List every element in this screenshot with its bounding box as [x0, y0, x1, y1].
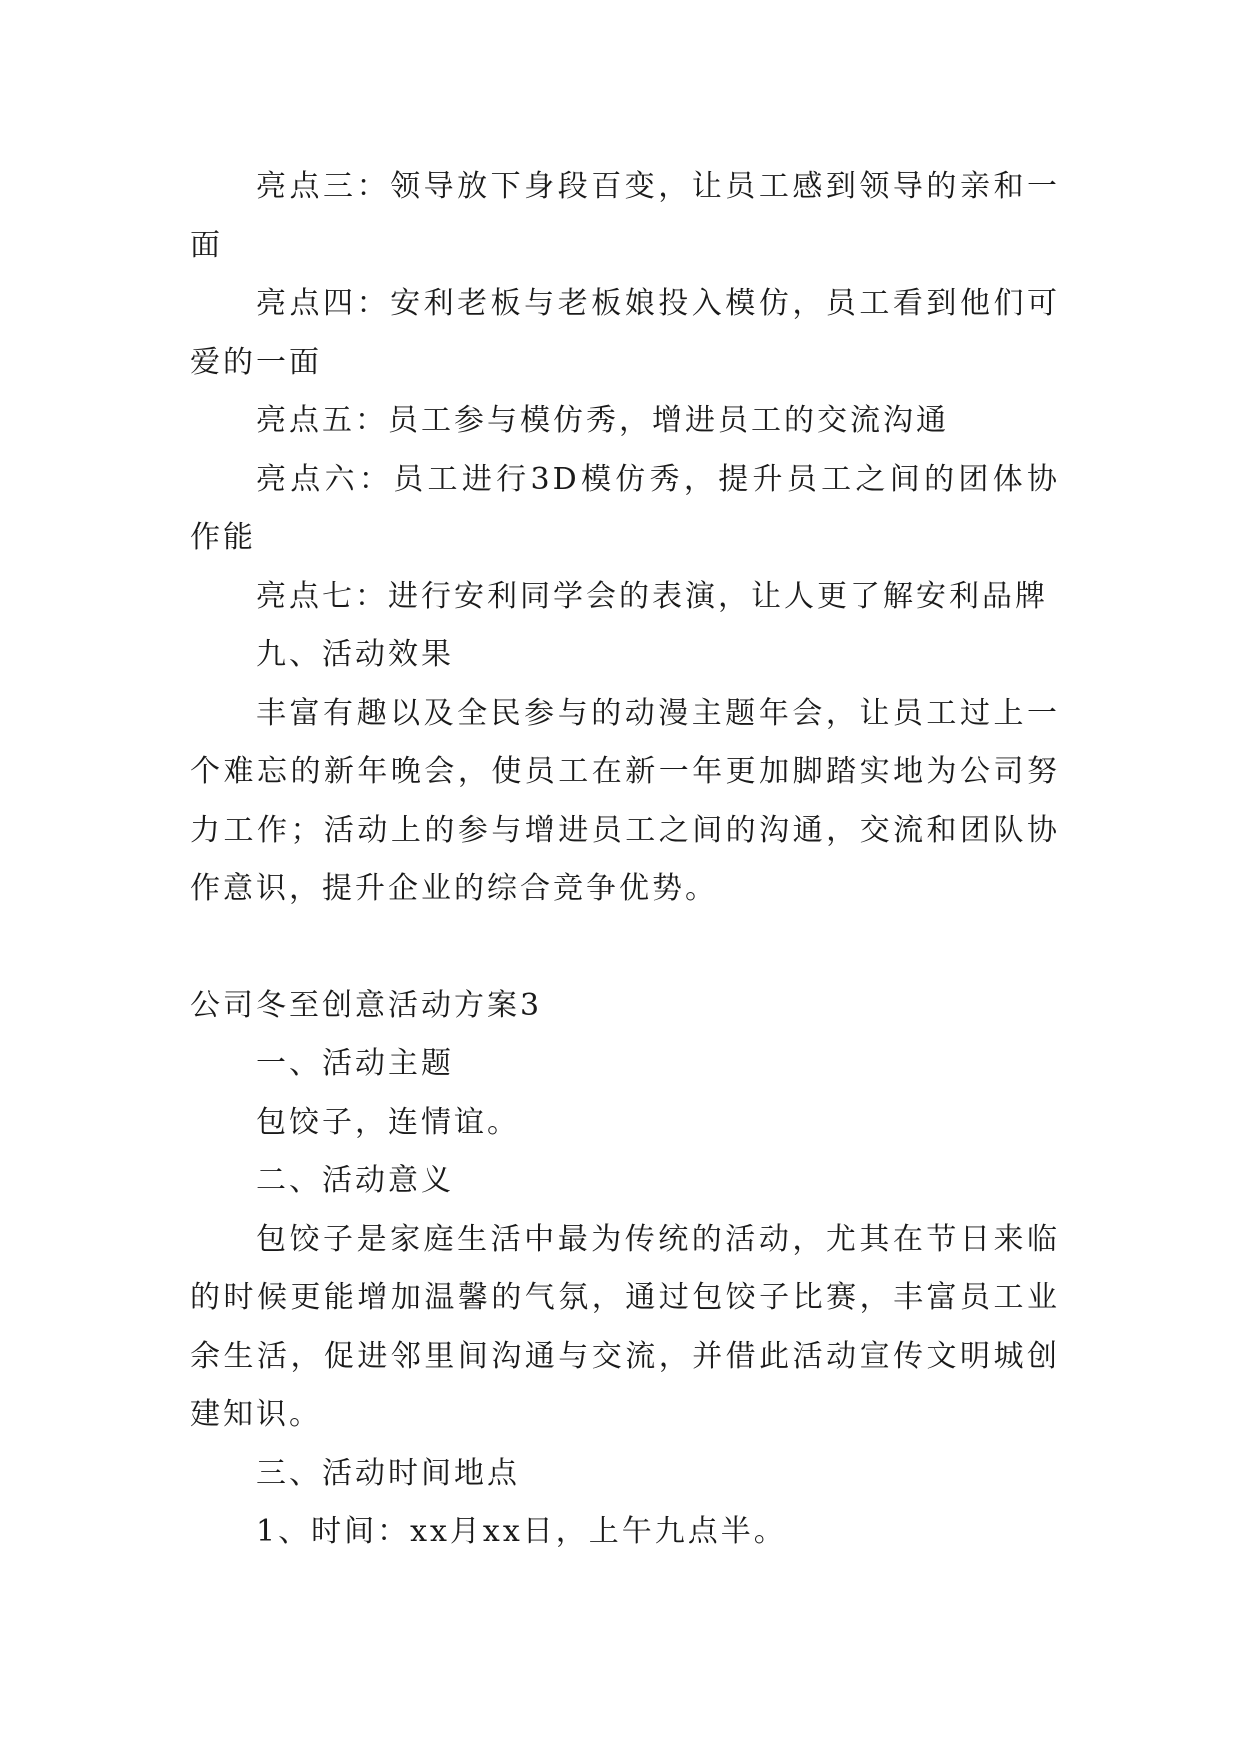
section-gap: [190, 919, 1060, 977]
document-page: [190, 158, 1060, 1562]
theme-heading: 一、活动主题: [256, 1046, 454, 1081]
meaning-heading: 二、活动意义: [256, 1163, 454, 1198]
time-place-heading: 三、活动时间地点: [256, 1455, 520, 1491]
highlight-seven: 亮点七：进行安利同学会的表演，让人更了解安利品牌: [256, 578, 1048, 614]
highlight-five: 亮点五：员工参与模仿秀，增进员工的交流沟通: [256, 403, 949, 438]
time-item: 1、时间：xx月xx日，上午九点半。: [256, 1514, 787, 1549]
section-title: 公司冬至创意活动方案3: [190, 987, 543, 1023]
activity-effect-heading: 九、活动效果: [256, 637, 454, 672]
meaning-text: 包饺子是家庭生活中最为传统的活动，尤其在节日来临的时候更能增加温馨的气氛，通过包饺子比赛，丰富员工业余生活，促进邻里间沟通与交流，并借此活动宣传文明城创建知识。: [190, 1221, 1060, 1432]
highlight-six: 亮点六：员工进行3D模仿秀，提升员工之间的团体协作能: [190, 461, 1060, 555]
highlight-four: 亮点四：安利老板与老板娘投入模仿，员工看到他们可爱的一面: [190, 286, 1060, 380]
highlight-three: 亮点三：领导放下身段百变，让员工感到领导的亲和一面: [190, 169, 1060, 263]
activity-effect-text: 丰富有趣以及全民参与的动漫主题年会，让员工过上一个难忘的新年晚会，使员工在新一年更加脚踏实地为公司努力工作；活动上的参与增进员工之间的沟通，交流和团队协作意识，提升企业的综合竞争优势。: [190, 695, 1060, 906]
theme-text: 包饺子，连情谊。: [256, 1104, 520, 1140]
